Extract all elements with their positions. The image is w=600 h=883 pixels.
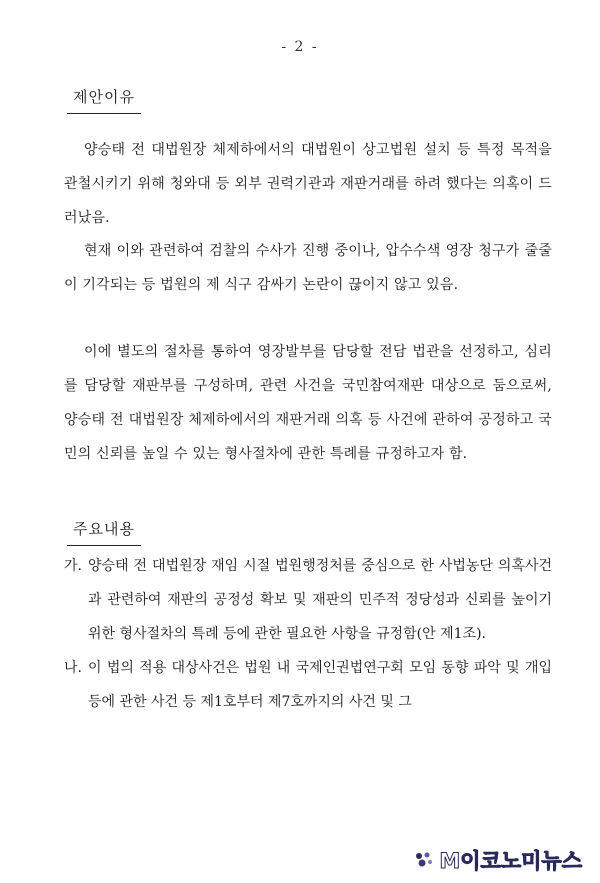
list-item — [64, 651, 552, 719]
section-heading-reason: 제안이유 — [67, 86, 141, 114]
list-item — [64, 549, 552, 651]
news-logo-icon — [413, 849, 435, 871]
page-number: - 2 - — [281, 39, 319, 55]
reason-paragraph-1: 양승태 전 대법원장 체제하에서의 대법원이 상고법원 설치 등 특정 목적을 관철시키기 위해 청와대 등 외부 권력기관과 재판거래를 하려 했다는 의혹이 드러났음. — [64, 142, 552, 226]
watermark — [413, 847, 582, 873]
list-marker: 나. — [64, 660, 82, 676]
watermark-text: M이코노미뉴스 — [439, 849, 582, 873]
section-heading-main-content: 주요내용 — [67, 518, 141, 546]
main-content-list — [64, 549, 552, 719]
list-item-text: 이 법의 적용 대상사건은 법원 내 국제인권법연구회 모임 동향 파악 및 개입 등에 관한 사건 등 제1호부터 제7호까지의 사건 및 그 — [88, 660, 552, 710]
reason-paragraph-2: 현재 이와 관련하여 검찰의 수사가 진행 중이나, 압수수색 영장 청구가 줄줄이 기각되는 등 법원의 제 식구 감싸기 논란이 끊이지 않고 있음. — [64, 243, 552, 293]
list-marker: 가. — [64, 558, 82, 574]
reason-paragraph-3: 이에 별도의 절차를 통하여 영장발부를 담당할 전담 법관을 선정하고, 심리를 담당할 재판부를 구성하며, 관련 사건을 국민참여재판 대상으로 둠으로써, 양승태 전 대법원장 체제하에서의 재판거래 의혹 등 사건에 관하여 공정하고 국민의 신뢰를 높일 수 있는 형사절차에 관한 특례를 규정하고자 함. — [64, 344, 552, 462]
list-item-text: 양승태 전 대법원장 재임 시절 법원행정처를 중심으로 한 사법농단 의혹사건과 관련하여 재판의 공정성 확보 및 재판의 민주적 정당성과 신뢰를 높이기 위한 형사절차의 특례 등에 관한 필요한 사항을 규정함(안 제1조). — [88, 558, 552, 642]
